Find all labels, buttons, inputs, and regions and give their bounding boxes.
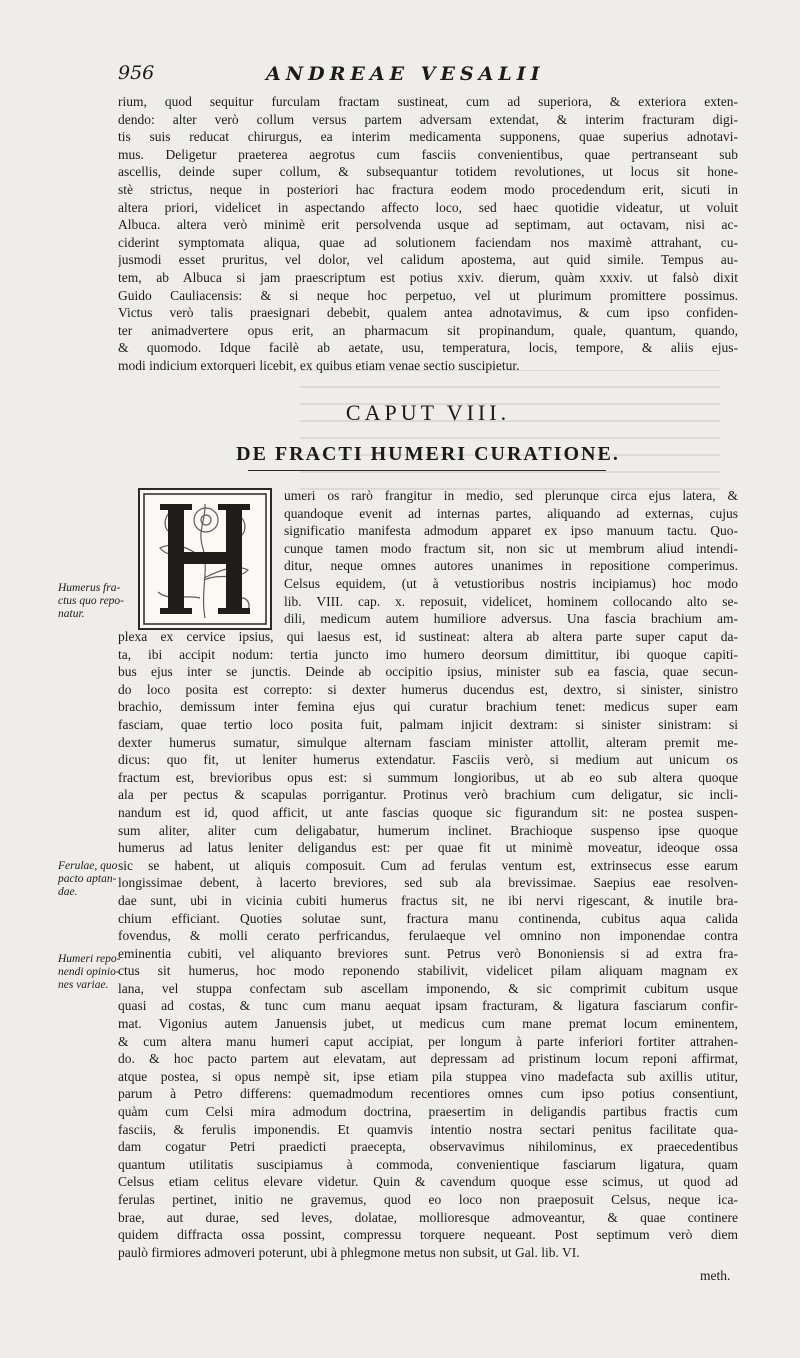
text-line: umeri os rarò frangitur in medio, sed plerunque circa ejus latera, &: [284, 488, 738, 503]
text-line: stè strictus, neque in posteriori hac fractura eodem modo procedendum erit, sicuti in: [118, 181, 738, 197]
margin-note: Humeri repo-nendi opinio-nes variae.: [58, 953, 121, 991]
decorated-initial: [138, 488, 272, 630]
text-line: chium efficiant. Quoties solutae sunt, fractura manu continenda, cubitus aqua calida: [118, 910, 738, 926]
text-line: Albuca. altera verò minimè erit persolvenda usque ad septimam, aut octavam, nisi ac-: [118, 217, 738, 233]
text-line: Guido Cauliacensis: & si neque hoc perpetuo, vel ut plurimum promittere possimus.: [118, 287, 738, 303]
text-line: ferulas pertinet, initio ne gravemus, quod eo loco non praeposuit Celsus, neque ica-: [118, 1192, 738, 1207]
text-line: tis suis reducat chirurgus, ea interim medicamenta supponens, quae superius adnotavi-: [118, 129, 738, 145]
text-line: rium, quod sequitur furculam fractam sustineat, cum ad superiora, & exteriora exten-: [118, 94, 738, 109]
text-line: cunque tamen modo fractum sit, non sic ut membrum aliud intendi-: [284, 540, 738, 556]
text-line: quasi ad costas, & tunc cum manu aequat ipsam fracturam, & ligatura fasciarum confir-: [118, 998, 738, 1014]
text-line: do. & hoc pacto partem aut elevatam, aut depressam ad pristinum locum reponi affirmat,: [118, 1051, 738, 1067]
text-line: longissimae debent, à lacerto breviores, sed sub ala brevissimae. Saepius eae resolven-: [118, 875, 738, 891]
text-line: brae, aut durae, sed leves, dolatae, mollioresque admoveantur, & quae continere: [118, 1209, 738, 1225]
catchword: meth.: [700, 1268, 731, 1283]
text-line: humerus ad latus leniter deligandus est: per quae fit ut minimè moveatur, ideoque ossa: [118, 840, 738, 856]
text-line: quantum utilitatis suscipiamus à commoda, convenientique fasciarum ligatura, quam: [118, 1156, 738, 1172]
text-line: plexa ex cervice ipsius, qui laesus est, id sustineat: altera ab altera parte super caput da-: [118, 629, 738, 644]
text-line: lib. VIII. cap. x. reposuit, videlicet, hominem collocando alto se-: [284, 593, 738, 609]
margin-note: Ferulae, quo pacto aptan-dae.: [58, 860, 118, 898]
text-line: parum à Petro differens: quemadmodum recentiores omnes cum ipso potius consentiunt,: [118, 1086, 738, 1102]
text-line: paulò firmiores admoveri poterunt, ubi à phlegmone metus non subsit, ut Gal. lib. VI.: [118, 1244, 580, 1260]
text-line: ta, ibi accipit nodum: tertia juncto imo humero deorsum dimittitur, ibi quoque capiti-: [118, 646, 738, 662]
text-line: dicus: quo fit, ut leniter humerus extendatur. Fasciis verò, si medium aut unicum os: [118, 752, 738, 768]
text-line: ciderint symptomata aliqua, quae ad solutionem faciendam nos maximè attrahant, cu-: [118, 234, 738, 250]
text-line: dae sunt, ubi in vicinia cubiti humerus fractus sit, ne ibi nervi rigescant, & inutile bra-: [118, 892, 738, 908]
text-line: fasciis, & ferulis imponendis. Et quamvis intentio nostra sectari penitus facilitate qua-: [118, 1121, 738, 1137]
text-line: Celsus equidem, (ut à vetustioribus nostris incipiamus) hoc modo: [284, 575, 738, 591]
text-line: quàm cum Celsi mira admodum doctrina, praesertim in deligandis partibus fractis cum: [118, 1104, 738, 1120]
text-line: fasciam, quae tertio loco posita fuit, palmam injicit dextram: si sinister sinistram: si: [118, 716, 738, 732]
text-line: modi indicium extorqueri licebit, ex quibus etiam venae sectio suscipietur.: [118, 357, 520, 373]
text-line: mat. Vigonius autem Januensis jubet, ut medicus cum mane premat locum eminentem,: [118, 1016, 738, 1032]
chapter-heading: CAPUT VIII.: [345, 400, 511, 425]
text-line: Celsus etiam celitus elevare videtur. Quin & cavendum quoque esse scimus, ut quod ad: [118, 1174, 738, 1190]
text-line: jusmodi esset pruritus, vel dolor, vel calidum apostema, aut quid simile. Tempus au-: [118, 252, 738, 268]
show-through-bleed: [300, 370, 720, 490]
text-line: quandoque evenit ad internas partes, aliquando ad externas, cujus: [284, 505, 738, 521]
text-line: brachio, demissum inter femina ejus qui curatur brachium tenet: medicus super eam: [118, 699, 738, 715]
paragraph-body: [118, 628, 738, 1261]
text-line: ditur, neque omnes autores unanimes in repositione comperimus.: [284, 558, 738, 574]
paragraph-continued: [118, 93, 738, 375]
text-line: bus ejus inter se junctis. Deinde ab occipitio ipsius, minister sub ea fascia, quae secun-: [118, 664, 738, 680]
text-line: fovendus, & molli cerato perfricandus, ferulaeque vel omnino non imponendae contra: [118, 928, 738, 944]
margin-note: Humerus fra-ctus quo repo-natur.: [58, 582, 125, 620]
text-line: ascellis, deinde super collum, & subsequantur totidem revolutiones, ut locus sit hone-: [118, 164, 738, 180]
text-line: mus. Deligetur praeterea aegrotus cum fasciis convenientibus, quae pertranseant sub: [118, 146, 738, 162]
text-line: ter animadvertere opus erit, an pharmacum sit propinandum, quale, quantum, quando,: [118, 322, 738, 338]
text-line: lana, vel stuppa confectam sub ascellam imponendo, & sic comprimit cubitum usque: [118, 980, 738, 996]
chapter-title-rule: [248, 470, 606, 471]
chapter-title: DE FRACTI HUMERI CURATIONE.: [236, 443, 620, 465]
svg-text:H: H: [205, 568, 206, 569]
text-line: sic se habent, ut aliquis composuit. Cum ad ferulas ventum est, extrinsecus esse earum: [118, 857, 738, 873]
page-header: [118, 62, 738, 92]
text-line: nandum est id, quod afficit, ut ante fascias quoque sic figurandum sit: ne postea suspen-: [118, 804, 738, 820]
text-line: dili, medicum autem humiliore adversus. Una fascia brachium am-: [284, 611, 738, 627]
text-line: significatio manifesta admodum apparet ex ipso manuum tactu. Quo-: [284, 523, 738, 539]
text-line: & quomodo. Idque facilè ab aetate, usu, temperatura, locis, tempore, & aliis ejus-: [118, 340, 738, 356]
text-line: do loco posita est correpto: si dexter humerus ducendus est, dextro, si sinister, sinistro: [118, 681, 738, 697]
text-line: & cum altera manu humeri caput accipiat, per longum à parte inferiori fortiter attrahen-: [118, 1033, 738, 1049]
running-title: ANDREAE VESALII: [266, 63, 545, 85]
text-line: ctus sit humerus, hoc modo reponendo stabilivit, videlicet pilam aliquam magnam ex: [118, 963, 738, 979]
text-line: dendo: alter verò collum versus partem adversam extendat, & interim fracturam digi-: [118, 111, 738, 127]
text-line: atque postea, si opus nempè sit, ipse etiam pila stuppea vino madefacta sub axillis utitur,: [118, 1068, 738, 1084]
text-line: dexter humerus sumatur, simulque alternam fasciam minister attollit, alteram premit me-: [118, 734, 738, 750]
text-line: altera priori, videlicet in aspectando affecto loco, sed haec quotidie videatur, ut voluit: [118, 199, 738, 215]
text-line: ala per pectus & scapulas porrigantur. Protinus verò brachium cum deligatur, sic incli-: [118, 787, 738, 803]
paragraph-opening: [284, 487, 738, 628]
text-line: eminentia cubiti, vel aliquanto breviores sunt. Petrus verò Bononiensis si ad extra fra-: [118, 945, 738, 961]
text-line: sum aliter, aliter cum deligabatur, humerum inclinet. Brachioque suspenso ipse quoque: [118, 822, 738, 838]
text-line: tem, ab Albuca si jam praescriptum est potius xxiv. dierum, quàm xxxiv. ut falsò dixit: [118, 269, 738, 285]
page-number: 956: [118, 62, 155, 84]
text-line: quidem diffracta ossa possint, compressu torquere nequeant. Post septimum verò diem: [118, 1227, 738, 1243]
text-line: fractum est, brevioribus opus est: si summum longioribus, ut ab eo sub altera quoque: [118, 769, 738, 785]
floral-initial-icon: [140, 490, 270, 628]
text-line: dam cogatur Petri praedicti praecepta, observavimus nihilominus, ex praecedentibus: [118, 1139, 738, 1155]
text-line: Victus verò talis praesignari debebit, qualem antea adnotavimus, & cum ipso confiden-: [118, 305, 738, 321]
